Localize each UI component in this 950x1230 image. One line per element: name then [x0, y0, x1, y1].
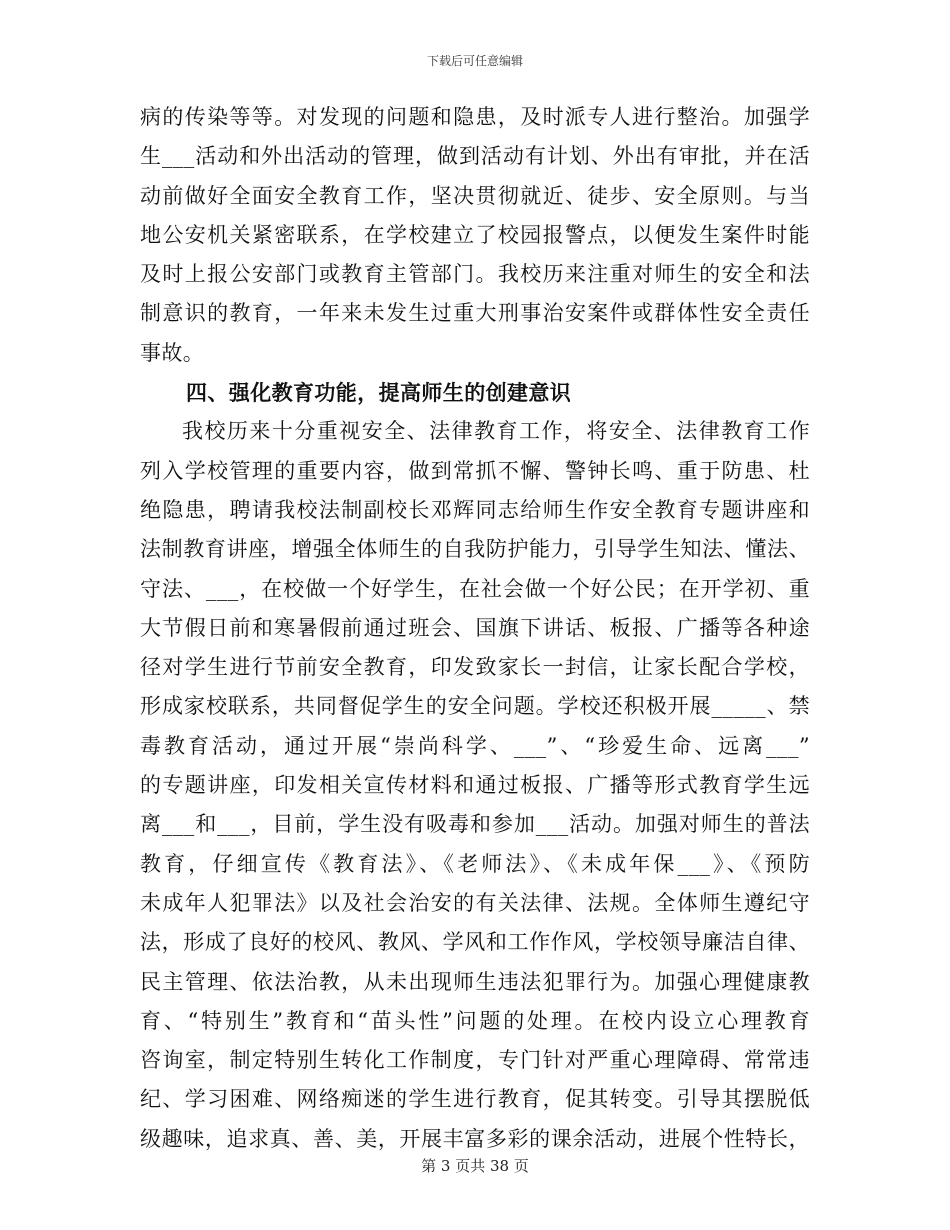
paragraph-line: 离___和___，目前，学生没有吸毒和参加___活动。加强对师生的普法	[140, 812, 810, 837]
paragraph-line: 及时上报公安部门或教育主管部门。我校历来注重对师生的安全和法	[140, 262, 810, 287]
paragraph-line: 绝隐患，聘请我校法制副校长邓辉同志给师生作安全教育专题讲座和	[140, 497, 810, 522]
paragraph-line: 的专题讲座，印发相关宣传材料和通过板报、广播等形式教育学生远	[140, 773, 810, 798]
paragraph-line: 育、“特别生”教育和“苗头性”问题的处理。在校内设立心理教育	[140, 1008, 810, 1033]
document-body	[140, 98, 810, 1159]
paragraph-line: 动前做好全面安全教育工作，坚决贯彻就近、徒步、安全原则。与当	[140, 183, 810, 208]
page-header: 下载后可任意编辑	[426, 54, 523, 68]
paragraph-line: 列入学校管理的重要内容，做到常抓不懈、警钟长鸣、重于防患、杜	[140, 458, 810, 483]
paragraph-line: 形成家校联系，共同督促学生的安全问题。学校还积极开展_____、禁	[140, 694, 810, 719]
paragraph-line: 法，形成了良好的校风、教风、学风和工作作风，学校领导廉洁自律、	[140, 930, 810, 955]
paragraph-line: 咨询室，制定特别生转化工作制度，专门针对严重心理障碍、常常违	[140, 1048, 810, 1073]
paragraph-line: 级趣味，追求真、善、美，开展丰富多彩的课余活动，进展个性特长，	[140, 1126, 810, 1151]
paragraph-line: 纪、学习困难、网络痴迷的学生进行教育，促其转变。引导其摆脱低	[140, 1087, 810, 1112]
paragraph-line: 未成年人犯罪法》以及社会治安的有关法律、法规。全体师生遵纪守	[140, 890, 810, 915]
paragraph-line: 教育，仔细宣传《教育法》、《老师法》、《未成年保___》、《预防	[140, 851, 810, 876]
page-footer: 第 3 页共 38 页	[421, 1157, 529, 1175]
section-heading: 四、强化教育功能，提高师生的创建意识	[186, 380, 572, 406]
paragraph-line: 径对学生进行节前安全教育，印发致家长一封信，让家长配合学校，	[140, 655, 810, 680]
paragraph-line: 民主管理、依法治教，从未出现师生违法犯罪行为。加强心理健康教	[140, 969, 810, 994]
paragraph-line: 地公安机关紧密联系，在学校建立了校园报警点，以便发生案件时能	[140, 222, 810, 247]
paragraph-line: 守法、___，在校做一个好学生，在社会做一个好公民；在开学初、重	[140, 576, 810, 601]
paragraph-line: 毒教育活动，通过开展“崇尚科学、___”、“珍爱生命、远离___”	[140, 733, 810, 758]
paragraph-line: 大节假日前和寒暑假前通过班会、国旗下讲话、板报、广播等各种途	[140, 615, 810, 640]
paragraph-line: 我校历来十分重视安全、法律教育工作，将安全、法律教育工作	[182, 419, 810, 444]
paragraph-line: 法制教育讲座，增强全体师生的自我防护能力，引导学生知法、懂法、	[140, 537, 810, 562]
paragraph-line: 制意识的教育，一年来未发生过重大刑事治安案件或群体性安全责任	[140, 301, 810, 326]
paragraph-line: 生___活动和外出活动的管理，做到活动有计划、外出有审批，并在活	[140, 144, 810, 169]
paragraph-line: 病的传染等等。对发现的问题和隐患，及时派专人进行整治。加强学	[140, 105, 810, 129]
paragraph-line: 事故。	[140, 340, 205, 365]
